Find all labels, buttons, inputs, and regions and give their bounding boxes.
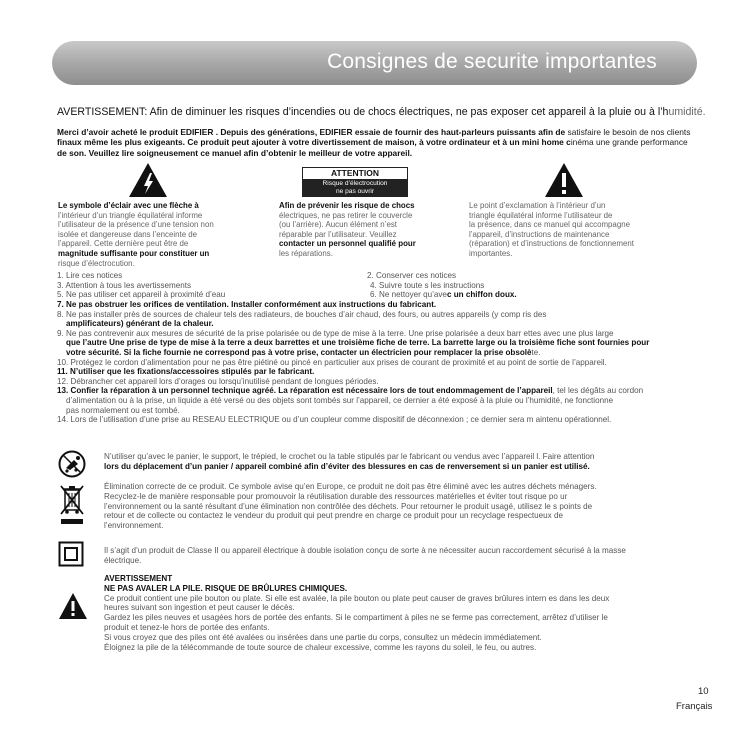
intro-paragraph [57, 127, 717, 158]
instruction-item: 12. Débrancher cet appareil lors d’orages ou lorsqu’inutilisé pendant de longues périodes. [57, 376, 379, 386]
col1-line: l’appareil. Cette dernière peut être de [58, 239, 189, 249]
symbol-column-attention [279, 201, 449, 259]
instruction-item [367, 290, 667, 300]
weee-crossed-bin-icon [58, 482, 86, 526]
col1-bold: Le symbole d’éclair avec une flèche à [58, 201, 199, 210]
battery-warning [104, 574, 724, 652]
intro-line2-rest: inéma une grande performance [570, 137, 688, 148]
attention-label [302, 167, 408, 197]
battery-line: heures suivant son ingestion et peut causer le décès. [104, 603, 295, 613]
instruction-item [57, 348, 722, 358]
main-warning [57, 106, 706, 118]
intro-line1-bold: Merci d’avoir acheté le produit EDIFIER . Depuis des générations, EDIFIER essaie de fournir des haut-parleurs puissants afin de [57, 127, 566, 137]
class-ii-line: électrique. [104, 555, 142, 565]
col3-line: triangle équilatéral informe l’utilisateur de [469, 210, 613, 220]
cart-line: lors du déplacement d’un panier / appareil combiné afin d’éviter des blessures en cas de renversement si un panier est utilisé. [104, 461, 590, 471]
weee-line: retour et de collecte ou contactez le vendeur du produit qui peut prendre en charge ce produit pour un recyclage respectueux de [104, 511, 563, 521]
instruction-item: 11. N’utiliser que les fixations/accessoires stipulés par le fabricant. [57, 367, 315, 377]
attention-title: ATTENTION [303, 168, 407, 180]
instruction-item [57, 386, 722, 396]
symbol-column-lightning [58, 201, 268, 268]
col1-line: isolée et dangereuse dans l’enceinte de [58, 229, 198, 239]
instruction-6-b: c un chiffon doux. [446, 290, 517, 300]
col1-line: risque d’électrocution. [58, 258, 135, 268]
language-label: Français [676, 701, 713, 712]
instruction-13a-bold: 13. Confier la réparation à un personnel technique agréé. La réparation est nécessaire lors de tout endommagement de l’appareil [57, 386, 553, 396]
instruction-9c-bold: votre sécurité. Si la fiche fournie ne correspond pas à votre prise, contacter un électricien pour remplacer la prise obsolè [66, 347, 532, 357]
battery-line: Ce produit contient une pile bouton ou plate. Si elle est avalée, la pile bouton ou plate peut causer de graves brûlures intern es dans les deux [104, 593, 610, 603]
instructions-full [57, 300, 722, 425]
intro-line2-bold: finaux même les plus exigeants. Ce produit peut ajouter à votre divertissement de maison, à votre ordinateur et à un mini home c [57, 137, 571, 148]
attention-line2: ne pas ouvrir [335, 188, 375, 195]
instructions-right [367, 271, 667, 300]
instruction-item: 3. Attention à tous les avertissements [57, 280, 192, 290]
instruction-13a-rest: , tel les dégâts au cordon [552, 386, 644, 396]
instruction-item: 5. Ne pas utiliser cet appareil à proximité d’eau [57, 290, 226, 300]
intro-line3-bold: de son. Veuillez lire soigneusement ce manuel afin d’obtenir le meilleur de votre appareil. [57, 147, 413, 158]
instruction-item: 10. Protégez le cordon d’alimentation pour ne pas être piétiné ou pincé en particulier aux prises de courant de proximité et au point de sortie de l’appareil. [57, 357, 607, 367]
cart-warning [104, 452, 724, 472]
battery-warning-triangle-icon [58, 592, 88, 620]
col3-line: (réparation) et d’instructions de fonctionnement [469, 239, 634, 249]
col2-line: (ou l’arrière). Aucun élément n’est [279, 220, 397, 230]
instruction-item: d’alimentation ou à la prise, un liquide a été versé ou des objets sont tombés sur l’appareil, ce dernier a été exposé à la pluie ou l’humidité, ne fonctionne [66, 395, 614, 405]
col2-line: réparable par l’utilisateur. Veuillez [279, 229, 397, 239]
col1-line: l’intérieur d’un triangle équilatéral informe [58, 210, 203, 220]
class-ii-notice [104, 546, 724, 566]
exclamation-triangle-icon [544, 162, 584, 198]
weee-line: l’environnement ou la santé résultant d’une élimination non contrôlée des déchets. Pour retourner le produit usagé, utilisez le s points de [104, 501, 593, 511]
page-number: 10 [698, 686, 709, 697]
col3-line: l’appareil, d’instructions de maintenance [469, 229, 610, 239]
class-ii-double-square-icon [58, 541, 84, 567]
col2-bold: Afin de prévenir les risque de chocs [279, 201, 415, 210]
lightning-triangle-icon [128, 162, 168, 198]
battery-line: Si vous croyez que des piles ont été avalées ou insérées dans une partie du corps, consultez un médecin immédiatement. [104, 632, 542, 642]
col3-line: importantes. [469, 248, 513, 258]
battery-line: produit et tenez-le hors de portée des enfants. [104, 622, 270, 632]
col1-line: l’utilisateur de la présence d’une tension non [58, 220, 214, 230]
cart-tipover-icon [58, 450, 86, 478]
instruction-item: que l’autre Une prise de type de mise à la terre a deux barrettes et une troisième fiche de terre. La barrette large ou la troisième fiche sont fournies pour [66, 338, 650, 348]
instruction-item: 9. Ne pas contrevenir aux mesures de sécurité de la prise polarisée ou de type de mise à la terre. Une prise polarisée a deux barr ettes avec une plus large [57, 328, 614, 338]
main-warning-text: AVERTISSEMENT: Afin de diminuer les risques d’incendies ou de chocs électriques, ne pas exposer cet appareil à la pluie ou à l’h [57, 106, 669, 118]
instruction-item: 7. Ne pas obstruer les orifices de ventilation. Installer conformément aux instructions du fabricant. [57, 300, 437, 309]
col2-bold2: contacter un personnel qualifié pour [279, 239, 416, 249]
instructions-left [57, 271, 367, 300]
weee-line: l’environnement. [104, 521, 164, 531]
attention-line1: Risque d’électrocution [322, 180, 388, 187]
main-warning-tail: umidité. [668, 106, 706, 118]
battery-line: Gardez les piles neuves et usagées hors de portée des enfants. Si le compartiment à piles ne se ferme pas correctement, arrêtez d’utiliser le [104, 613, 608, 623]
battery-subtitle: NE PAS AVALER LA PILE. RISQUE DE BRÛLURES CHIMIQUES. [104, 583, 348, 593]
col2-line: les réparations. [279, 248, 333, 258]
col3-line: la présence, dans ce manuel qui accompagne [469, 220, 630, 230]
instruction-item: 2. Conserver ces notices [367, 271, 457, 280]
cart-line: N’utiliser qu’avec le panier, le support, le trépied, le crochet ou la table stipulés par le fabricant ou vendus avec l’appareil l. Faire attention [104, 452, 595, 461]
battery-title: AVERTISSEMENT [104, 574, 173, 583]
instruction-item: 1. Lire ces notices [57, 271, 123, 280]
col1-bold2: magnitude suffisante pour constituer un [58, 248, 210, 258]
instruction-item: 14. Lors de l’utilisation d’une prise au RESEAU ELECTRIQUE ou d’un coupleur comme dispositif de déconnexion ; ce dernier sera m aintenu opérationnel. [57, 415, 612, 425]
intro-line1-rest: satisfaire le besoin de nos clients [565, 127, 691, 137]
instruction-item: amplificateurs) générant de la chaleur. [66, 319, 214, 329]
instruction-item: 8. Ne pas installer près de sources de chaleur tels des radiateurs, de bouches d’air chaud, des fours, ou autres appareils (y comp ris des [57, 309, 547, 319]
col3-line: Le point d’exclamation à l’intérieur d’un [469, 201, 606, 210]
instruction-9c-rest: te. [531, 347, 541, 357]
symbol-column-exclamation [469, 201, 689, 259]
attention-body [303, 180, 407, 197]
page-title: Consignes de securite importantes [327, 50, 657, 73]
weee-line: Recyclez-le de manière responsable pour promouvoir la réutilisation durable des ressources matérielles et éviter tout risque po ur [104, 491, 568, 501]
battery-line: Éloignez la pile de la télécommande de toute source de chaleur excessive, comme les rayons du soleil, le feu, ou autres. [104, 642, 537, 652]
weee-notice [104, 482, 724, 531]
class-ii-line: Il s’agit d’un produit de Classe II ou appareil électrique à double isolation conçu de sorte à ne nécessiter aucun raccordement sécurisé à la masse [104, 546, 626, 555]
title-banner [52, 41, 697, 85]
instruction-item: pas normalement ou est tombé. [66, 405, 180, 415]
instruction-item: 4. Suivre toute s les instructions [370, 280, 485, 290]
weee-line: Élimination correcte de ce produit. Ce symbole avise qu’en Europe, ce produit ne doit pas être éliminé avec les autres déchets ménagers. [104, 482, 597, 491]
instruction-6-a: 6. Ne nettoyer qu’ave [370, 290, 447, 300]
col2-line: électriques, ne pas retirer le couvercle [279, 210, 413, 220]
